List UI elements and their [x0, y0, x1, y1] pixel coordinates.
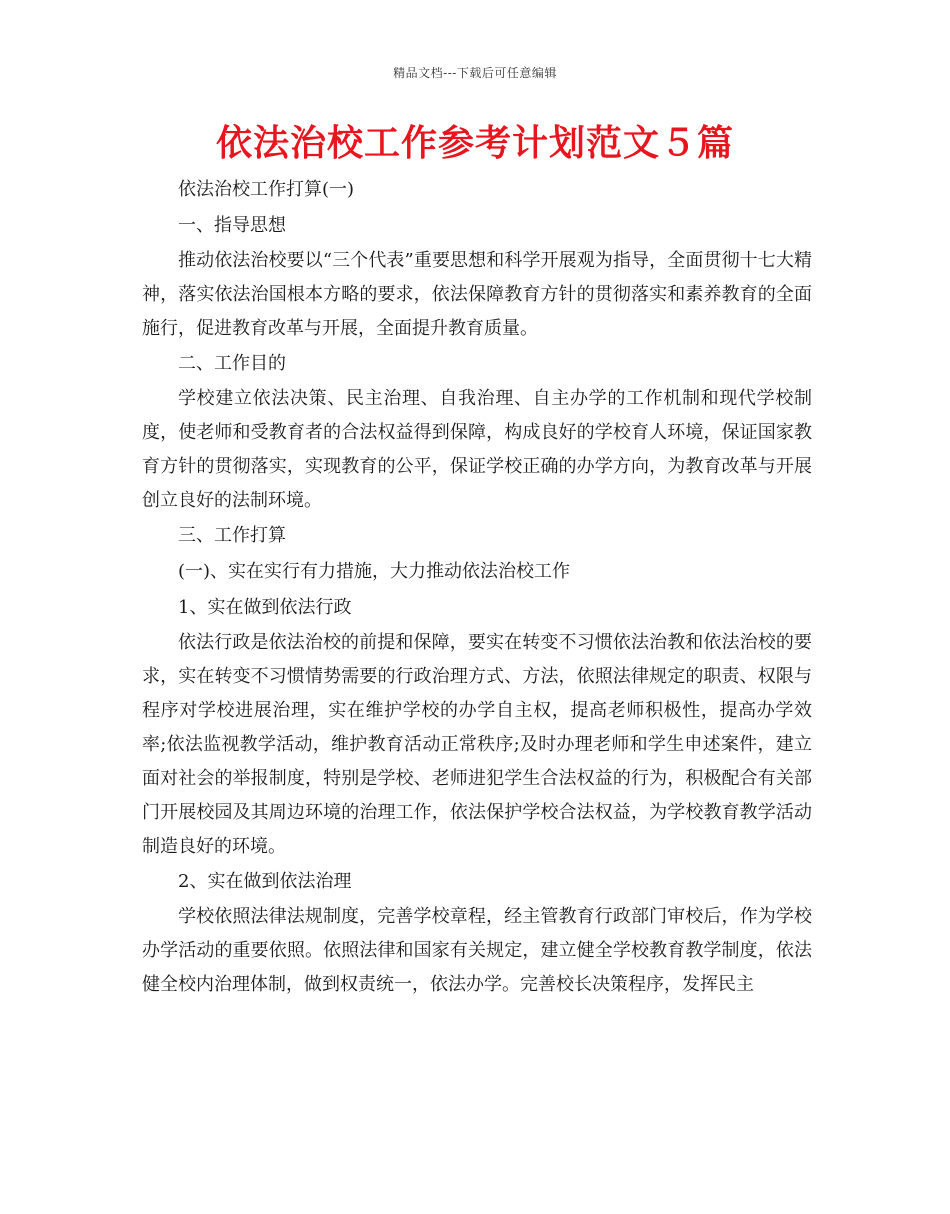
- section-heading: 二、工作目的: [178, 353, 286, 374]
- section-heading: 2、实在做到依法治理: [178, 871, 352, 892]
- section-heading: 一、指导思想: [178, 215, 286, 236]
- document-body: [142, 172, 812, 1002]
- section-heading: 依法治校工作打算(一): [178, 179, 355, 200]
- body-paragraph: 学校依照法律法规制度，完善学校章程，经主管教育行政部门审校后，作为学校办学活动的重要依照。依照法律和国家有关规定，建立健全学校教育教学制度，依法健全校内治理体制，做到权责统一，依法办学。完善校长决策程序，发挥民主: [142, 906, 812, 995]
- section-heading: (一)、实在实行有力措施，大力推动依法治校工作: [178, 561, 571, 582]
- section-heading: 三、工作打算: [178, 525, 286, 546]
- section-heading: 1、实在做到依法行政: [178, 597, 352, 618]
- body-paragraph: 依法行政是依法治校的前提和保障，要实在转变不习惯依法治教和依法治校的要求，实在转变不习惯情势需要的行政治理方式、方法，依照法律规定的职责、权限与程序对学校进展治理，实在维护学校的办学自主权，提高老师积极性，提高办学效率;依法监视教学活动，维护教育活动正常秩序;及时办理老师和学生申述案件，建立面对社会的举报制度，特别是学校、老师进犯学生合法权益的行为，积极配合有关部门开展校园及其周边环境的治理工作，依法保护学校合法权益，为学校教育教学活动制造良好的环境。: [142, 632, 812, 857]
- body-paragraph: 推动依法治校要以“三个代表”重要思想和科学开展观为指导，全面贯彻十七大精神，落实依法治国根本方略的要求，依法保障教育方针的贯彻落实和素养教育的全面施行，促进教育改革与开展，全面提升教育质量。: [142, 250, 812, 339]
- header-note: 精品文档---下载后可任意编辑: [393, 66, 557, 80]
- body-paragraph: 学校建立依法决策、民主治理、自我治理、自主办学的工作机制和现代学校制度，使老师和受教育者的合法权益得到保障，构成良好的学校育人环境，保证国家教育方针的贯彻落实，实现教育的公平，保证学校正确的办学方向，为教育改革与开展创立良好的法制环境。: [142, 388, 812, 511]
- document-title: 依法治校工作参考计划范文５篇: [215, 122, 734, 164]
